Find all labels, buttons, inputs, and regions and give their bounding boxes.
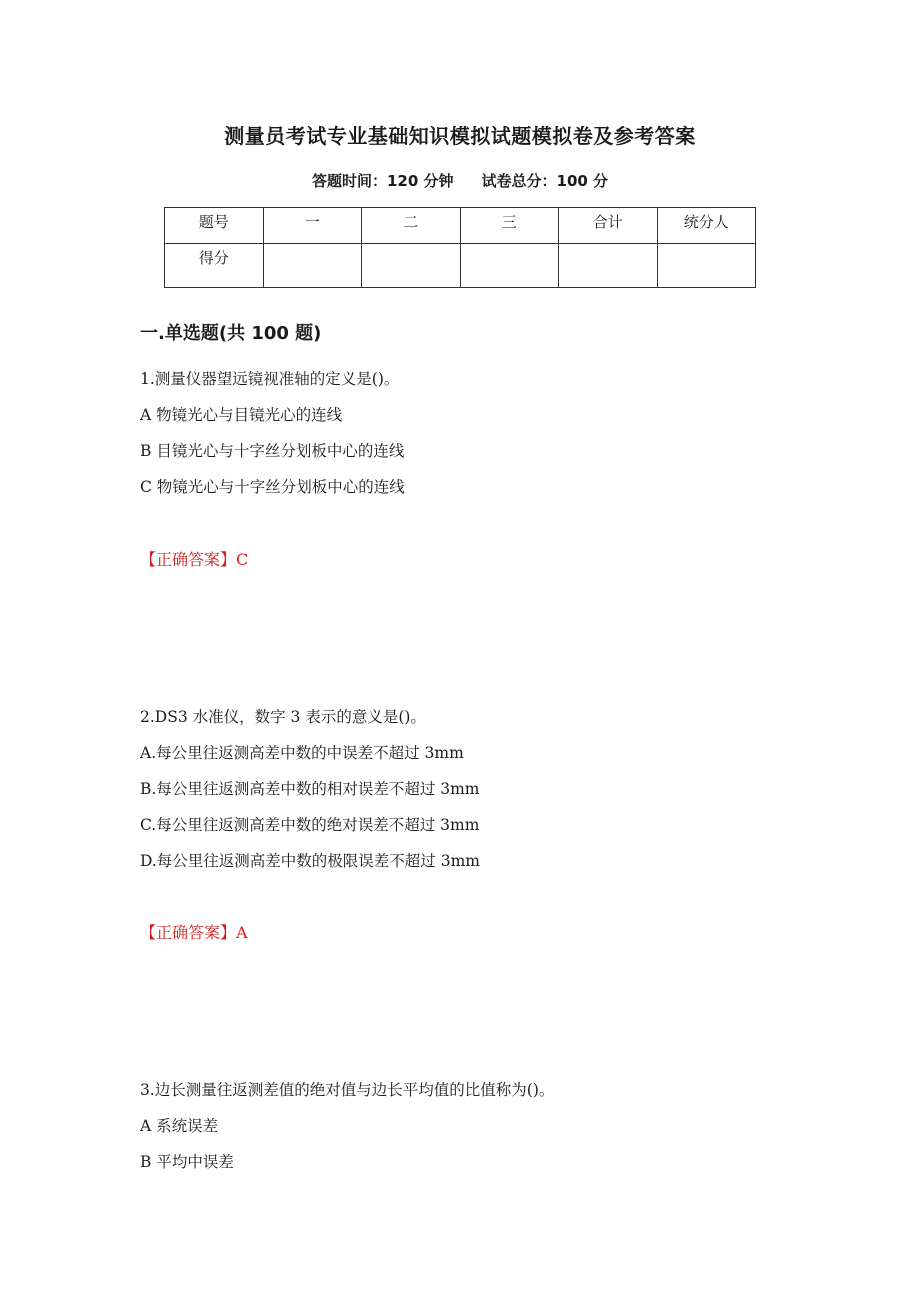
question-stem: 1.测量仪器望远镜视准轴的定义是()。 [140,370,400,388]
question-option: A 系统误差 [140,1117,219,1135]
correct-answer: 【正确答案】A [140,923,248,942]
score-cell [263,244,362,288]
score-table [164,207,756,288]
score-table-header-row [165,208,756,244]
question-option: B.每公里往返测高差中数的相对误差不超过 3mm [140,780,480,798]
score-table-header-cell: 二 [362,208,461,244]
score-table-score-row [165,244,756,288]
score-table-header-cell: 一 [263,208,362,244]
question-option: D.每公里往返测高差中数的极限误差不超过 3mm [140,852,480,870]
score-cell [460,244,559,288]
score-table-header-cell: 三 [460,208,559,244]
score-cell [657,244,756,288]
score-table-row-label: 得分 [165,244,264,288]
score-cell [362,244,461,288]
section-title: 一.单选题(共 100 题) [140,323,322,344]
question-stem: 3.边长测量往返测差值的绝对值与边长平均值的比值称为()。 [140,1081,555,1099]
exam-total-score: 试卷总分：100 分 [481,172,609,190]
question-option: C.每公里往返测高差中数的绝对误差不超过 3mm [140,816,480,834]
question-option: B 平均中误差 [140,1153,234,1171]
question-option: B 目镜光心与十字丝分划板中心的连线 [140,442,405,460]
page-title: 测量员考试专业基础知识模拟试题模拟卷及参考答案 [224,124,696,148]
question-option: C 物镜光心与十字丝分划板中心的连线 [140,478,405,496]
exam-time: 答题时间：120 分钟 [311,172,454,190]
score-table-header-cell: 题号 [165,208,264,244]
question-stem: 2.DS3 水准仪，数字 3 表示的意义是()。 [140,708,426,726]
exam-meta [0,170,920,192]
score-table-header-cell: 统分人 [657,208,756,244]
score-cell [559,244,658,288]
question-option: A.每公里往返测高差中数的中误差不超过 3mm [140,744,464,762]
question-option: A 物镜光心与目镜光心的连线 [140,406,343,424]
score-table-header-cell: 合计 [559,208,658,244]
correct-answer: 【正确答案】C [140,550,249,569]
